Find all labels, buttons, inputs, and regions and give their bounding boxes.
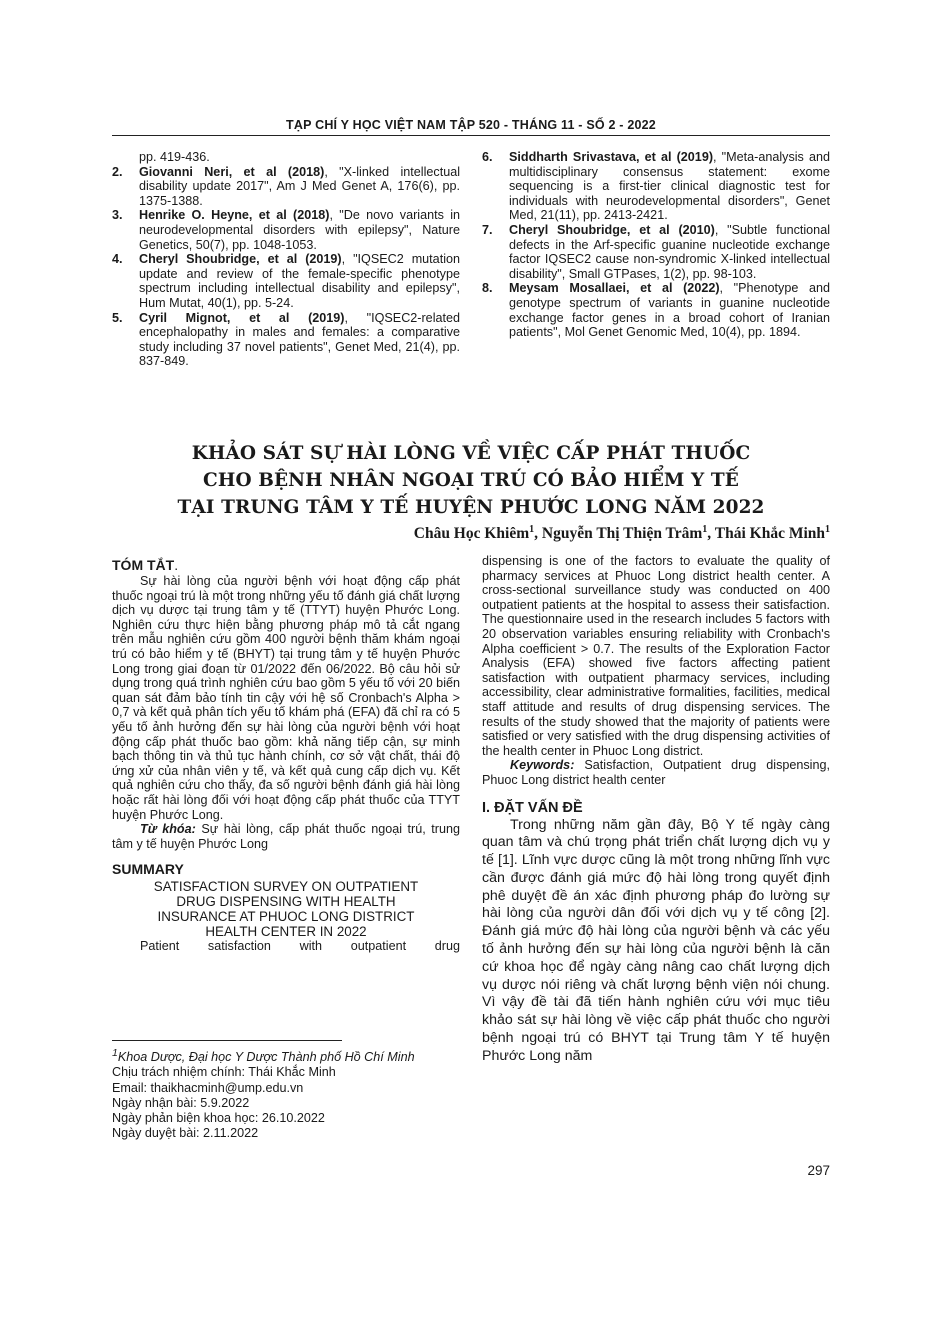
- reference-item: [482, 150, 830, 223]
- reference-authors: Cheryl Shoubridge, et al (2010): [509, 222, 715, 237]
- reference-number: 8.: [482, 281, 493, 296]
- reference-authors: Giovanni Neri, et al (2018): [139, 164, 325, 179]
- corresponding-author: Chịu trách nhiệm chính: Thái Khắc Minh: [112, 1065, 336, 1080]
- summary-title: [112, 879, 460, 939]
- author-name: Nguyễn Thị Thiện Trâm: [541, 525, 703, 543]
- title-line: TẠI TRUNG TÂM Y TẾ HUYỆN PHƯỚC LONG NĂM 2022: [177, 497, 765, 518]
- reference-authors: Siddharth Srivastava, et al (2019): [509, 150, 714, 164]
- reference-number: 7.: [482, 222, 493, 237]
- header-rule: [112, 135, 830, 136]
- reference-text: pp. 419-436.: [139, 150, 210, 164]
- reference-authors: Cheryl Shoubridge, et al (2019): [139, 252, 342, 267]
- reference-authors: Meysam Mosallaei, et al (2022): [509, 281, 720, 296]
- author-list: [414, 524, 830, 543]
- author-affiliation-mark: 1: [825, 524, 830, 535]
- summary-title-line: SATISFACTION SURVEY ON OUTPATIENT: [153, 879, 419, 895]
- reference-item: [112, 311, 460, 369]
- affiliation-note: $^1$Khoa Dược, Đại học Y Dược Thành phố Hồ Chí Minh: [112, 1047, 415, 1065]
- reference-text: , "Subtle functional defects in the Arf-specific guanine nucleotide exchange factor IQSEC2 cause non-syndromic X-linked intellectual disability", Small GTPases, 1(2), pp. 98-103.: [509, 222, 830, 281]
- reference-item: [112, 208, 460, 252]
- summary-keywords: [482, 758, 830, 787]
- summary-title-line: INSURANCE AT PHUOC LONG DISTRICT: [157, 909, 415, 925]
- reference-item: [112, 150, 460, 165]
- article-title: [112, 440, 830, 521]
- reference-item: [112, 165, 460, 209]
- abstract-heading: TÓM TẮT.: [112, 557, 179, 573]
- reference-text: , "Meta-analysis and multidisciplinary consensus statement: exome sequencing is a first-tier clinical diagnostic test for individuals with neurodevelopmental disorders", Genet Med, 21(11), pp. 2413-2421.: [509, 150, 830, 223]
- summary-heading: SUMMARY: [112, 861, 184, 878]
- author-separator: ,: [534, 525, 542, 543]
- running-head: TẠP CHÍ Y HỌC VIỆT NAM TẬP 520 - THÁNG 11 - SỐ 2 - 2022: [286, 118, 656, 132]
- reference-item: [112, 252, 460, 310]
- page-number: 297: [807, 1163, 830, 1178]
- intro-heading: I. ĐẶT VẤN ĐỀ: [482, 799, 583, 816]
- reference-text: , "X-linked intellectual disability update 2017", Am J Med Genet A, 176(6), pp. 1375-1388.: [139, 164, 460, 208]
- reference-text: , "Phenotype and genotype spectrum of variants in guanine nucleotide exchange factor genes in a broad cohort of Iranian patients", Mol Genet Genomic Med, 10(4), pp. 1894.: [509, 281, 830, 340]
- title-line: KHẢO SÁT SỰ HÀI LÒNG VỀ VIỆC CẤP PHÁT THUỐC: [191, 443, 751, 464]
- abstract-vi-keywords: [112, 822, 460, 851]
- author-separator: ,: [707, 525, 715, 543]
- references-right: [482, 150, 830, 340]
- summary-body-continued: dispensing is one of the factors to evaluate the quality of pharmacy services at Phuoc Long district health center. A cross-sectional surveillance study was conducted on 400 outpatient patients at the hospital to assess their satisfaction. The questionnaire used in the research includes 5 factors with 20 observation variables ensuring reliability with Cronbach's Alpha coefficient > 0.7. The results of the Exploration Factor Analysis (EFA) showed five factors affecting patient satisfaction with outpatient pharmacy services, including accessibility, clear administrative formalities, facilities, medical staff attitude and results of drug dispensing services. The results of the study showed that the majority of patients were satisfied or very satisfied with the drug dispensing activities of the health center in Phuoc Long district.: [482, 554, 830, 758]
- review-date: Ngày phản biện khoa học: 26.10.2022: [112, 1111, 325, 1125]
- footnote-rule: [112, 1040, 342, 1041]
- keywords-label: Keywords:: [510, 758, 575, 773]
- author-affiliation-mark: 1: [702, 524, 708, 535]
- reference-authors: Cyril Mignot, et al (2019): [139, 310, 345, 325]
- keywords-text: Satisfaction, Outpatient drug dispensing, Phuoc Long district health center: [482, 758, 830, 787]
- reference-item: [482, 281, 830, 339]
- reference-authors: Henrike O. Heyne, et al (2018): [139, 208, 330, 223]
- reference-text: , "IQSEC2-related encephalopathy in males and females: a comparative study including 37 novel patients", Genet Med, 21(4), pp. 837-849.: [139, 310, 461, 369]
- reference-item: [482, 223, 830, 281]
- reference-text: , "De novo variants in neurodevelopmental disorders with epilepsy", Nature Genetics, 50(7), pp. 1048-1053.: [139, 208, 460, 252]
- summary-body-start: Patient satisfaction with outpatient drug: [140, 939, 460, 954]
- author-name: Châu Học Khiêm: [413, 525, 530, 543]
- footnotes: [112, 1046, 460, 1141]
- abstract-column: [112, 557, 460, 954]
- received-date: Ngày nhận bài: 5.9.2022: [112, 1095, 250, 1110]
- reference-number: 2.: [112, 164, 123, 179]
- keywords-label: Từ khóa:: [140, 822, 196, 837]
- reference-number: 6.: [482, 150, 493, 164]
- intro-body: Trong những năm gần đây, Bộ Y tế ngày càng quan tâm và chú trọng phát triển chất lượng dịch vụ y tế [1]. Lĩnh vực dược cũng là một trong những lĩnh vực cần được đánh giá mức độ hài lòng trong quyết định phê duyệt đề án xác định phương pháp đo lường sự hài lòng của người dân đối với dịch vụ y tế công [2]. Đánh giá mức độ hài lòng của người bệnh và các yếu tố ảnh hưởng đến sự hài lòng của người bệnh là căn cứ khoa học để ngày càng nâng cao chất lượng dịch vụ dược nói riêng và chất lượng bệnh viện nói chung. Vì vậy đề tài đã tiến hành nghiên cứu với mục tiêu khảo sát sự hài lòng về việc cấp phát thuốc cho người bệnh ngoại trú có BHYT tại Trung tâm Y tế huyện Phước Long năm: [482, 816, 830, 1064]
- abstract-vi-body: Sự hài lòng của người bệnh với hoạt động cấp phát thuốc ngoại trú là một trong những yếu tố đánh giá chất lượng dịch vụ dược tại trung tâm y tế (TTYT) huyện Phước Long. Nghiên cứu thực hiện bằng phương pháp mô tả cắt ngang trên mẫu nghiên cứu gồm 400 người bệnh thăm khám ngoại trú có bảo hiểm y tế (BHYT) tại trung tâm y tế huyện Phước Long trong giai đoạn từ 01/2022 đến 06/2022. Bộ câu hỏi sử dụng trong quá trình nghiên cứu bao gồm 5 yếu tố với 20 biến quan sát đảm bảo tính tin cậy với hệ số Cronbach's Alpha > 0,7 và kết quả phân tích yếu tố khám phá (EFA) đã chỉ ra có 5 yếu tố ảnh hưởng đến sự hài lòng của người bệnh với hoạt động cấp phát thuốc bao gồm: khả năng tiếp cận, sự minh bạch thông tin và thủ tục hành chính, cơ sở vật chất, thái độ ứng xử của nhân viên y tế, và kết quả cung cấp dịch vụ. Kết quả nghiên cứu cho thấy, đa số người bệnh đánh giá hài lòng hoặc rất hài lòng đối với hoạt động cấp phát thuốc của TTYT huyện Phước Long.: [112, 574, 460, 822]
- reference-number: 3.: [112, 208, 123, 223]
- right-body-column: [482, 554, 830, 1066]
- approval-date: Ngày duyệt bài: 2.11.2022: [112, 1126, 259, 1141]
- email-note: Email: thaikhacminh@ump.edu.vn: [112, 1080, 304, 1095]
- reference-number: 5.: [112, 310, 123, 325]
- author-name: Thái Khắc Minh: [714, 525, 825, 543]
- reference-text: , "IQSEC2 mutation update and review of the female-specific phenotype spectrum including intellectual disability and epilepsy", Hum Mutat, 40(1), pp. 5-24.: [139, 252, 460, 310]
- references-left: [112, 150, 460, 369]
- reference-number: 4.: [112, 252, 123, 267]
- keywords-text: Sự hài lòng, cấp phát thuốc ngoại trú, trung tâm y tế huyện Phước Long: [112, 822, 460, 851]
- title-line: CHO BỆNH NHÂN NGOẠI TRÚ CÓ BẢO HIỂM Y TẾ: [203, 470, 739, 491]
- summary-title-line: DRUG DISPENSING WITH HEALTH: [176, 894, 396, 910]
- summary-title-line: HEALTH CENTER IN 2022: [205, 924, 367, 940]
- author-affiliation-mark: 1: [529, 524, 535, 535]
